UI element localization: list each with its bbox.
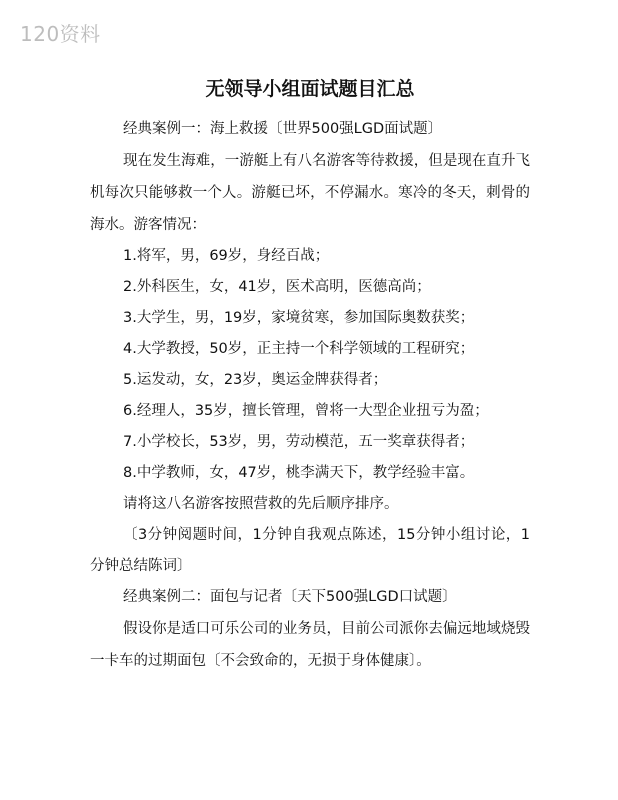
passenger-item: 5.运发动，女，23岁，奥运金牌获得者； xyxy=(123,372,388,388)
case1-task: 请将这八名游客按照营救的先后顺序排序。 xyxy=(123,496,399,512)
passenger-item: 4.大学教授，50岁，正主持一个科学领域的工程研究； xyxy=(123,341,475,357)
case2-intro: 假设你是适口可乐公司的业务员，目前公司派你去偏远地域烧毁一卡车的过期面包〔不会致命的，无损于身体健康〕。 xyxy=(90,621,530,669)
watermark: 120资料 xyxy=(20,22,101,46)
passenger-item: 1.将军，男，69岁，身经百战； xyxy=(123,248,330,264)
case1-heading: 经典案例一：海上救援〔世界500强LGD面试题〕 xyxy=(123,121,443,137)
case1-intro: 现在发生海难，一游艇上有八名游客等待救援，但是现在直升飞机每次只能够救一个人。游艇已坏，不停漏水。寒冷的冬天，刺骨的海水。游客情况： xyxy=(90,153,530,233)
passenger-item: 8.中学教师，女，47岁，桃李满天下，教学经验丰富。 xyxy=(123,465,475,481)
passenger-item: 2.外科医生，女，41岁，医术高明，医德高尚； xyxy=(123,279,431,295)
document-page xyxy=(90,76,530,677)
document-title: 无领导小组面试题目汇总 xyxy=(205,78,415,100)
case1-time-rules: 〔3分钟阅题时间，1分钟自我观点陈述，15分钟小组讨论，1分钟总结陈词〕 xyxy=(90,527,530,574)
passenger-item: 3.大学生，男，19岁，家境贫寒，参加国际奥数获奖； xyxy=(123,310,475,326)
passenger-item: 7.小学校长，53岁，男，劳动模范，五一奖章获得者； xyxy=(123,434,475,450)
case2-heading: 经典案例二：面包与记者〔天下500强LGD口试题〕 xyxy=(123,589,457,605)
passenger-item: 6.经理人，35岁，擅长管理，曾将一大型企业扭亏为盈； xyxy=(123,403,489,419)
